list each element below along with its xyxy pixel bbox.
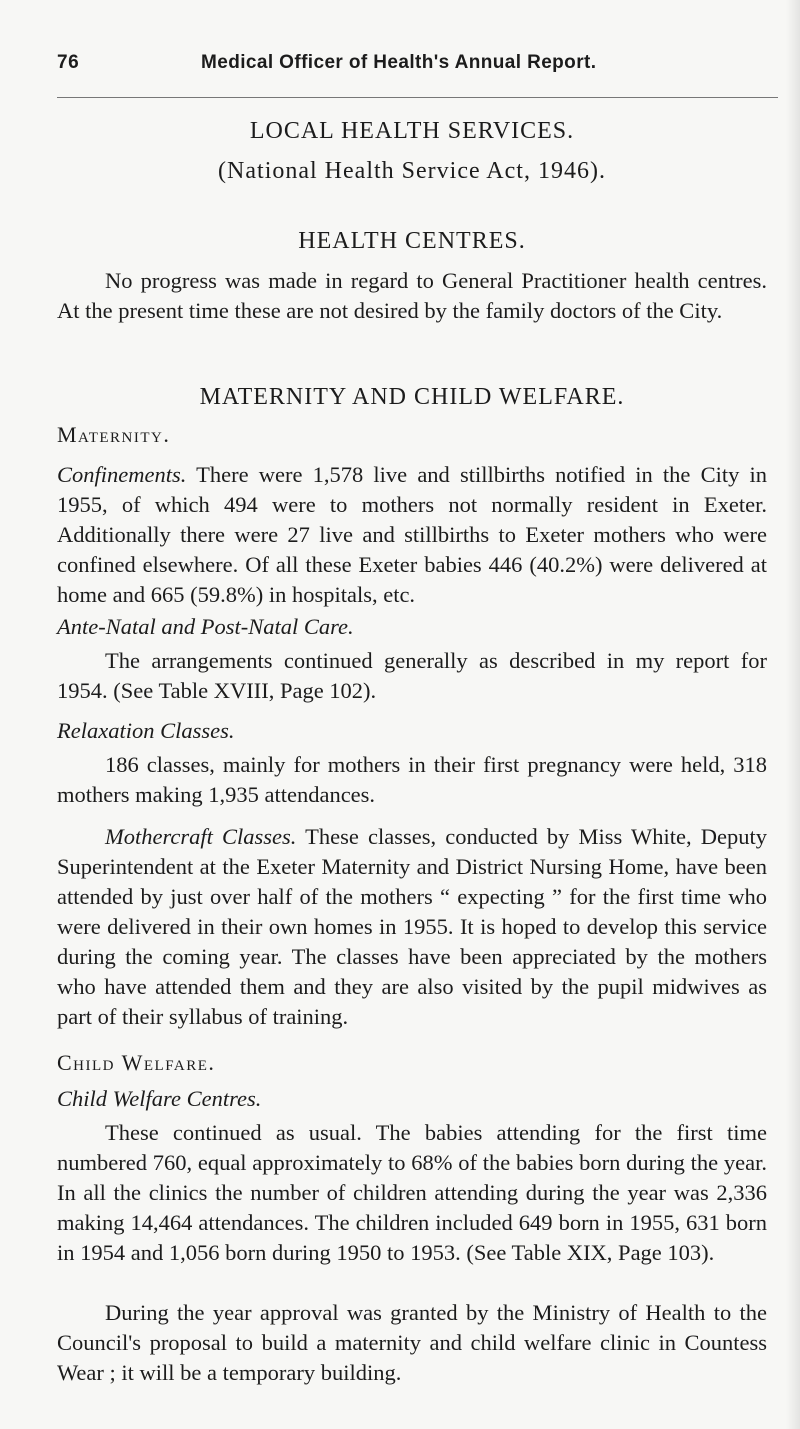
relaxation-text: 186 classes, mainly for mothers in their first pregnancy were held, 318 mothers making 1,935 attendances. — [57, 752, 767, 807]
mothercraft-paragraph — [57, 822, 767, 1032]
mothercraft-text: These classes, conducted by Miss White, Deputy Superintendent at the Exeter Maternity and District Nursing Home, have been attended by just over half of the mothers “ expecting ” for the first time who were delivered in their own homes in 1955. It is hoped to develop this service during the coming year. The classes have been appreciated by the mothers who have attended them and they are also visited by the pupil midwives as part of their syllabus of training. — [57, 824, 767, 1029]
page-header — [0, 52, 800, 92]
confinements-paragraph — [57, 460, 767, 610]
health-centres-text: No progress was made in regard to General Practitioner health centres. At the present time these are not desired by the family doctors of the City. — [57, 268, 767, 323]
maternity-child-welfare-heading: MATERNITY AND CHILD WELFARE. — [199, 384, 625, 410]
section-title: LOCAL HEALTH SERVICES. — [249, 118, 575, 144]
antenatal-title: Ante-Natal and Post-Natal Care. — [57, 614, 354, 639]
clinic-approval-text: During the year approval was granted by the Ministry of Health to the Council's proposal to build a maternity and child welfare clinic in Countess Wear ; it will be a temporary building. — [57, 1300, 767, 1385]
page-number: 76 — [57, 52, 80, 73]
antenatal-text: The arrangements continued generally as described in my report for 1954. (See Table XVIII, Page 102). — [57, 648, 767, 703]
health-centres-heading: HEALTH CENTRES. — [298, 228, 526, 254]
child-welfare-centres-text: These continued as usual. The babies attending for the first time numbered 760, equal approximately to 68% of the babies born during the year. In all the clinics the number of children attending during the year was 2,336 making 14,464 attendances. The children included 649 born in 1955, 631 born in 1954 and 1,056 born during 1950 to 1953. (See Table XIX, Page 103). — [57, 1120, 767, 1265]
confinements-title: Confinements. — [57, 462, 187, 487]
mothercraft-title: Mothercraft Classes. — [105, 824, 297, 849]
confinements-text: There were 1,578 live and stillbirths notified in the City in 1955, of which 494 were to mothers not normally resident in Exeter. Additionally there were 27 live and stillbirths to Exeter mothers who were confined elsewhere. Of all these Exeter babies 446 (40.2%) were delivered at home and 665 (59.8%) in hospitals, etc. — [57, 462, 768, 607]
child-welfare-heading: Child Welfare. — [57, 1050, 216, 1075]
maternity-heading: Maternity. — [57, 422, 171, 447]
relaxation-title: Relaxation Classes. — [57, 718, 235, 743]
report-title: Medical Officer of Health's Annual Report. — [201, 52, 597, 73]
page-edge-shadow — [786, 0, 800, 1429]
child-welfare-centres-title: Child Welfare Centres. — [57, 1086, 262, 1111]
section-subtitle: (National Health Service Act, 1946). — [218, 158, 606, 184]
header-rule — [57, 97, 778, 98]
